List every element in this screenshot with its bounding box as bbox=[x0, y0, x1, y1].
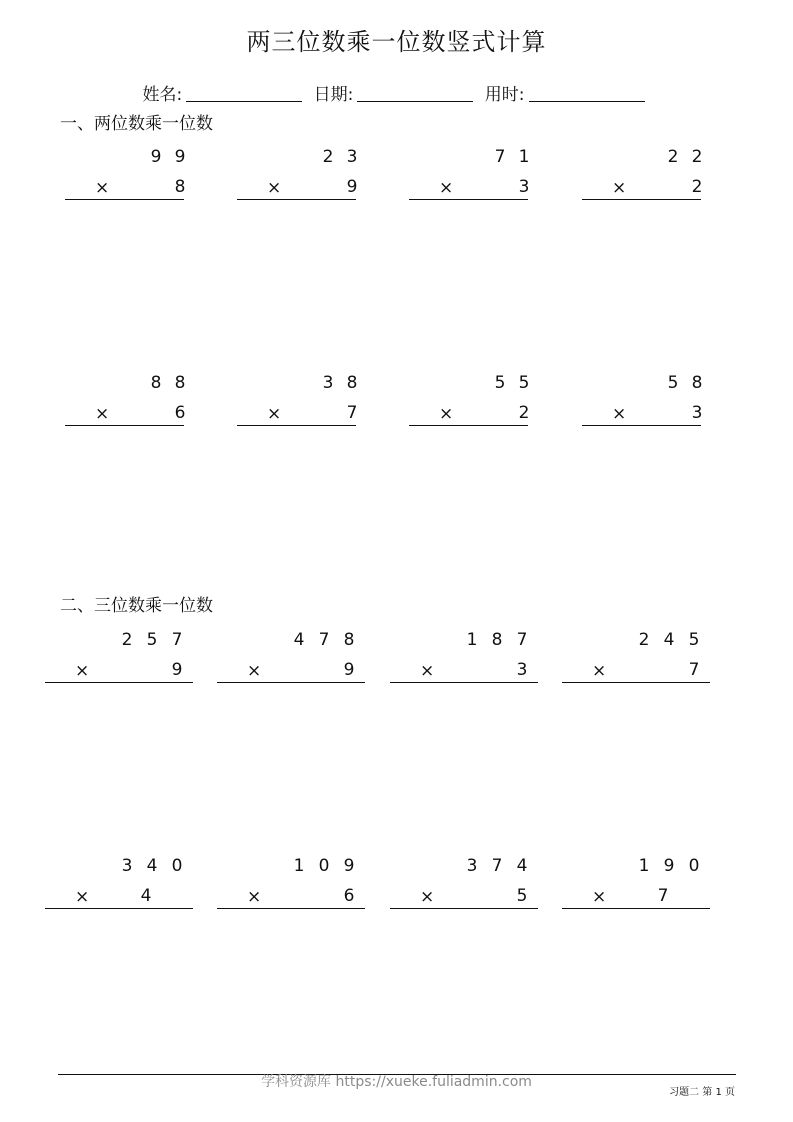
top-digit: 9 bbox=[663, 856, 675, 876]
multiply-sign: × bbox=[612, 404, 627, 424]
top-digit: 2 bbox=[667, 147, 679, 167]
top-digit: 2 bbox=[121, 630, 133, 650]
top-digit: 7 bbox=[171, 630, 183, 650]
multiplier-digit: 3 bbox=[516, 660, 528, 680]
section-heading-three-digit: 二、三位数乘一位数 bbox=[60, 596, 213, 616]
answer-line bbox=[582, 425, 701, 426]
name-label: 姓名: bbox=[142, 85, 183, 105]
answer-line bbox=[45, 682, 193, 683]
top-digit: 9 bbox=[150, 147, 162, 167]
top-digit: 4 bbox=[516, 856, 528, 876]
top-digit: 0 bbox=[171, 856, 183, 876]
top-digit: 3 bbox=[322, 373, 334, 393]
top-digit: 0 bbox=[688, 856, 700, 876]
answer-line bbox=[65, 199, 184, 200]
multiplier-digit: 8 bbox=[174, 177, 186, 197]
problem-2-3 bbox=[390, 628, 538, 688]
top-digit: 8 bbox=[491, 630, 503, 650]
top-digit: 5 bbox=[688, 630, 700, 650]
answer-line bbox=[45, 908, 193, 909]
multiplier-digit: 9 bbox=[346, 177, 358, 197]
top-digit: 2 bbox=[638, 630, 650, 650]
problem-2-1 bbox=[45, 628, 193, 688]
top-digit: 7 bbox=[491, 856, 503, 876]
top-digit: 1 bbox=[638, 856, 650, 876]
answer-line bbox=[409, 199, 528, 200]
answer-line bbox=[562, 908, 710, 909]
top-digit: 4 bbox=[663, 630, 675, 650]
problem-2-5 bbox=[45, 854, 193, 914]
multiply-sign: × bbox=[439, 178, 454, 198]
multiply-sign: × bbox=[95, 404, 110, 424]
answer-line bbox=[217, 908, 365, 909]
problem-2-8 bbox=[562, 854, 710, 914]
answer-line bbox=[582, 199, 701, 200]
top-digit: 1 bbox=[293, 856, 305, 876]
answer-line bbox=[409, 425, 528, 426]
top-digit: 2 bbox=[322, 147, 334, 167]
top-digit: 0 bbox=[318, 856, 330, 876]
top-digit: 5 bbox=[146, 630, 158, 650]
top-digit: 8 bbox=[346, 373, 358, 393]
page-title: 两三位数乘一位数竖式计算 bbox=[246, 28, 547, 56]
footer-watermark: 学科资源库 https://xueke.fuliadmin.com bbox=[261, 1074, 532, 1090]
problem-1-1 bbox=[65, 145, 184, 205]
top-digit: 5 bbox=[667, 373, 679, 393]
top-digit: 7 bbox=[516, 630, 528, 650]
multiplier-digit: 3 bbox=[691, 403, 703, 423]
multiply-sign: × bbox=[420, 661, 435, 681]
multiply-sign: × bbox=[420, 887, 435, 907]
multiplier-digit: 2 bbox=[518, 403, 530, 423]
answer-line bbox=[217, 682, 365, 683]
top-digit: 3 bbox=[121, 856, 133, 876]
top-digit: 2 bbox=[691, 147, 703, 167]
top-digit: 4 bbox=[146, 856, 158, 876]
multiply-sign: × bbox=[95, 178, 110, 198]
section-heading-two-digit: 一、两位数乘一位数 bbox=[60, 114, 213, 134]
multiply-sign: × bbox=[592, 661, 607, 681]
multiply-sign: × bbox=[439, 404, 454, 424]
multiplier-digit: 9 bbox=[343, 660, 355, 680]
answer-line bbox=[390, 682, 538, 683]
multiplier-digit: 9 bbox=[171, 660, 183, 680]
multiplier-digit: 7 bbox=[657, 886, 669, 906]
multiply-sign: × bbox=[267, 404, 282, 424]
problem-2-2 bbox=[217, 628, 365, 688]
multiplier-digit: 4 bbox=[140, 886, 152, 906]
top-digit: 1 bbox=[466, 630, 478, 650]
multiply-sign: × bbox=[247, 887, 262, 907]
name-blank[interactable] bbox=[186, 101, 302, 102]
answer-line bbox=[65, 425, 184, 426]
time-label: 用时: bbox=[484, 85, 525, 105]
multiplier-digit: 7 bbox=[346, 403, 358, 423]
top-digit: 8 bbox=[174, 373, 186, 393]
problem-2-7 bbox=[390, 854, 538, 914]
problem-1-3 bbox=[409, 145, 528, 205]
multiply-sign: × bbox=[247, 661, 262, 681]
top-digit: 3 bbox=[466, 856, 478, 876]
multiply-sign: × bbox=[612, 178, 627, 198]
problem-2-6 bbox=[217, 854, 365, 914]
multiplier-digit: 2 bbox=[691, 177, 703, 197]
answer-line bbox=[237, 199, 356, 200]
problem-1-2 bbox=[237, 145, 356, 205]
answer-line bbox=[237, 425, 356, 426]
problem-1-8 bbox=[582, 371, 701, 431]
top-digit: 1 bbox=[518, 147, 530, 167]
top-digit: 8 bbox=[343, 630, 355, 650]
answer-line bbox=[562, 682, 710, 683]
multiply-sign: × bbox=[75, 661, 90, 681]
top-digit: 7 bbox=[318, 630, 330, 650]
date-label: 日期: bbox=[313, 85, 354, 105]
student-info-row bbox=[0, 80, 793, 105]
problem-1-5 bbox=[65, 371, 184, 431]
answer-line bbox=[390, 908, 538, 909]
top-digit: 8 bbox=[691, 373, 703, 393]
multiplier-digit: 3 bbox=[518, 177, 530, 197]
problem-1-4 bbox=[582, 145, 701, 205]
problem-1-7 bbox=[409, 371, 528, 431]
multiplier-digit: 5 bbox=[516, 886, 528, 906]
top-digit: 3 bbox=[346, 147, 358, 167]
top-digit: 5 bbox=[518, 373, 530, 393]
top-digit: 8 bbox=[150, 373, 162, 393]
top-digit: 5 bbox=[494, 373, 506, 393]
time-blank[interactable] bbox=[529, 101, 645, 102]
multiplier-digit: 6 bbox=[343, 886, 355, 906]
top-digit: 4 bbox=[293, 630, 305, 650]
multiplier-digit: 6 bbox=[174, 403, 186, 423]
top-digit: 9 bbox=[174, 147, 186, 167]
date-blank[interactable] bbox=[357, 101, 473, 102]
multiply-sign: × bbox=[267, 178, 282, 198]
problem-2-4 bbox=[562, 628, 710, 688]
multiply-sign: × bbox=[75, 887, 90, 907]
problem-1-6 bbox=[237, 371, 356, 431]
page-number: 习题二 第 1 页 bbox=[669, 1087, 735, 1098]
top-digit: 9 bbox=[343, 856, 355, 876]
multiply-sign: × bbox=[592, 887, 607, 907]
multiplier-digit: 7 bbox=[688, 660, 700, 680]
top-digit: 7 bbox=[494, 147, 506, 167]
